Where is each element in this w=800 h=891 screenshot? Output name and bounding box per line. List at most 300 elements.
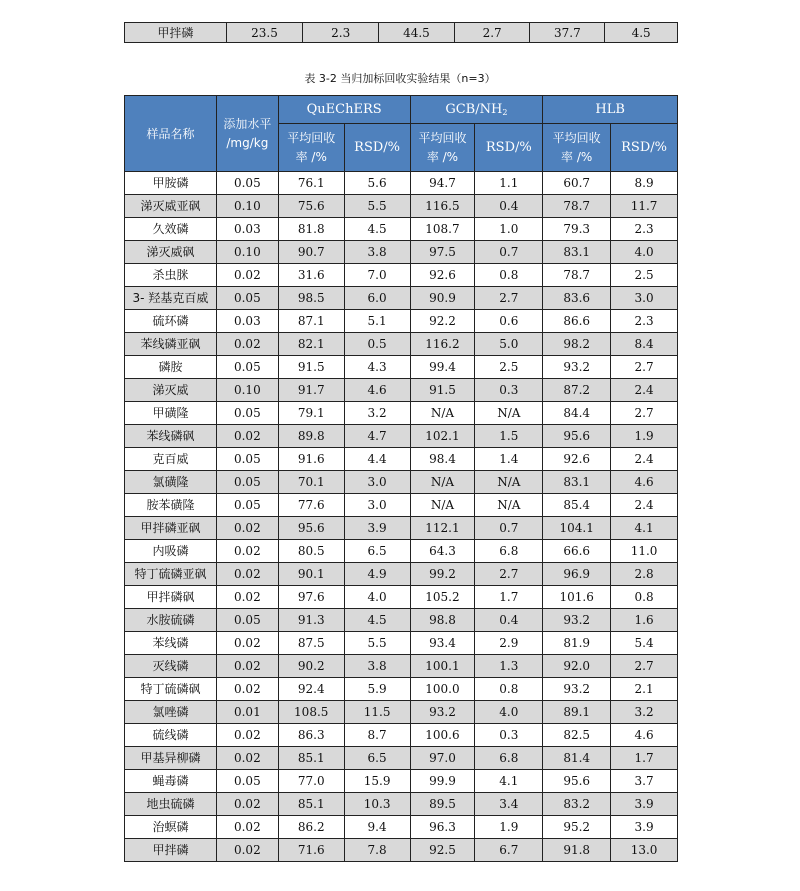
recovery-cell: 91.5	[410, 379, 475, 402]
sample-name-cell: 氯唑磷	[125, 701, 217, 724]
recovery-cell: 108.5	[278, 701, 344, 724]
table-row	[125, 241, 678, 264]
recovery-cell: 100.6	[410, 724, 475, 747]
rsd-cell: 1.3	[475, 655, 543, 678]
spike-level-cell: 0.02	[216, 678, 278, 701]
rsd-cell: 0.4	[475, 609, 543, 632]
header-rsd: RSD/%	[475, 124, 543, 172]
recovery-cell: 95.6	[543, 425, 611, 448]
recovery-cell: 86.3	[278, 724, 344, 747]
recovery-cell: 92.4	[278, 678, 344, 701]
rsd-cell: N/A	[475, 471, 543, 494]
spike-level-cell: 0.02	[216, 333, 278, 356]
recovery-cell: 87.2	[543, 379, 611, 402]
rsd-cell: 1.9	[475, 816, 543, 839]
spike-level-cell: 0.05	[216, 356, 278, 379]
value-cell: 2.7	[454, 23, 530, 43]
recovery-cell: N/A	[410, 494, 475, 517]
header-method-gcb	[410, 96, 543, 124]
recovery-cell: 79.3	[543, 218, 611, 241]
sample-name-cell: 涕灭威	[125, 379, 217, 402]
recovery-cell: 102.1	[410, 425, 475, 448]
sample-name-cell: 灭线磷	[125, 655, 217, 678]
recovery-cell: 91.5	[278, 356, 344, 379]
recovery-cell: 70.1	[278, 471, 344, 494]
rsd-cell: 2.3	[611, 218, 678, 241]
header-avg-recovery-line2: 率 /%	[561, 149, 593, 164]
value-cell: 23.5	[226, 23, 303, 43]
recovery-cell: 93.2	[410, 701, 475, 724]
rsd-cell: 3.2	[344, 402, 410, 425]
sample-name-cell: 甲拌磷	[125, 23, 227, 43]
sample-name-cell: 杀虫脒	[125, 264, 217, 287]
table-row	[125, 448, 678, 471]
rsd-cell: 7.8	[344, 839, 410, 862]
recovery-cell: 90.7	[278, 241, 344, 264]
recovery-cell: 93.2	[543, 678, 611, 701]
table-row	[125, 172, 678, 195]
recovery-cell: 91.6	[278, 448, 344, 471]
spike-level-cell: 0.02	[216, 747, 278, 770]
sample-name-cell: 涕灭威砜	[125, 241, 217, 264]
recovery-cell: 81.4	[543, 747, 611, 770]
recovery-cell: 98.4	[410, 448, 475, 471]
rsd-cell: 4.3	[344, 356, 410, 379]
rsd-cell: 2.4	[611, 379, 678, 402]
rsd-cell: 7.0	[344, 264, 410, 287]
rsd-cell: 2.5	[475, 356, 543, 379]
rsd-cell: 8.9	[611, 172, 678, 195]
rsd-cell: 0.6	[475, 310, 543, 333]
table-row	[125, 494, 678, 517]
sample-name-cell: 水胺硫磷	[125, 609, 217, 632]
rsd-cell: 4.0	[611, 241, 678, 264]
recovery-cell: 98.8	[410, 609, 475, 632]
table-caption: 表 3-2 当归加标回收实验结果（n=3）	[304, 72, 496, 85]
rsd-cell: 1.6	[611, 609, 678, 632]
rsd-cell: 6.5	[344, 747, 410, 770]
spike-level-cell: 0.03	[216, 310, 278, 333]
rsd-cell: 1.7	[611, 747, 678, 770]
rsd-cell: 4.7	[344, 425, 410, 448]
table-header	[125, 96, 678, 172]
recovery-cell: 99.4	[410, 356, 475, 379]
sample-name-cell: 甲拌磷	[125, 839, 217, 862]
spike-level-cell: 0.03	[216, 218, 278, 241]
recovery-cell: 104.1	[543, 517, 611, 540]
rsd-cell: 11.0	[611, 540, 678, 563]
sample-name-cell: 苯线磷亚砜	[125, 333, 217, 356]
rsd-cell: 6.5	[344, 540, 410, 563]
spike-level-cell: 0.05	[216, 609, 278, 632]
spike-level-cell: 0.05	[216, 172, 278, 195]
recovery-cell: 78.7	[543, 195, 611, 218]
rsd-cell: 1.4	[475, 448, 543, 471]
spike-level-cell: 0.02	[216, 425, 278, 448]
rsd-cell: 5.5	[344, 632, 410, 655]
recovery-cell: 92.6	[543, 448, 611, 471]
rsd-cell: 3.9	[344, 517, 410, 540]
sample-name-cell: 内吸磷	[125, 540, 217, 563]
header-spike-level-line2: /mg/kg	[226, 135, 269, 150]
rsd-cell: 0.8	[475, 264, 543, 287]
rsd-cell: 4.6	[611, 471, 678, 494]
rsd-cell: 4.9	[344, 563, 410, 586]
spike-level-cell: 0.05	[216, 287, 278, 310]
rsd-cell: 2.7	[611, 402, 678, 425]
rsd-cell: 3.2	[611, 701, 678, 724]
rsd-cell: 2.4	[611, 494, 678, 517]
rsd-cell: 3.8	[344, 655, 410, 678]
value-cell: 37.7	[530, 23, 605, 43]
table-row	[125, 287, 678, 310]
recovery-cell: 95.2	[543, 816, 611, 839]
rsd-cell: 5.0	[475, 333, 543, 356]
spike-level-cell: 0.05	[216, 494, 278, 517]
recovery-cell: 100.1	[410, 655, 475, 678]
recovery-cell: 31.6	[278, 264, 344, 287]
header-avg-recovery-line1: 平均回收	[418, 130, 467, 145]
rsd-cell: N/A	[475, 494, 543, 517]
table-row	[125, 218, 678, 241]
header-spike-level	[216, 96, 278, 172]
recovery-cell: 100.0	[410, 678, 475, 701]
spike-level-cell: 0.02	[216, 816, 278, 839]
table-row	[125, 379, 678, 402]
sample-name-cell: 甲胺磷	[125, 172, 217, 195]
recovery-cell: 83.1	[543, 471, 611, 494]
sample-name-cell: 磷胺	[125, 356, 217, 379]
rsd-cell: 5.4	[611, 632, 678, 655]
rsd-cell: 0.4	[475, 195, 543, 218]
table-row	[125, 655, 678, 678]
header-method-hlb: HLB	[543, 96, 678, 124]
table-row	[125, 264, 678, 287]
rsd-cell: 0.3	[475, 724, 543, 747]
rsd-cell: 5.9	[344, 678, 410, 701]
recovery-cell: 101.6	[543, 586, 611, 609]
spike-level-cell: 0.10	[216, 195, 278, 218]
recovery-cell: 82.1	[278, 333, 344, 356]
table-row	[125, 310, 678, 333]
rsd-cell: 1.7	[475, 586, 543, 609]
recovery-cell: 87.1	[278, 310, 344, 333]
header-avg-recovery-line1: 平均回收	[287, 130, 336, 145]
table-row	[125, 839, 678, 862]
rsd-cell: 0.8	[611, 586, 678, 609]
recovery-cell: 112.1	[410, 517, 475, 540]
recovery-cell: 92.2	[410, 310, 475, 333]
table-row	[125, 425, 678, 448]
value-cell: 44.5	[379, 23, 455, 43]
spike-level-cell: 0.05	[216, 471, 278, 494]
sample-name-cell: 甲磺隆	[125, 402, 217, 425]
rsd-cell: 2.7	[611, 655, 678, 678]
recovery-cell: 76.1	[278, 172, 344, 195]
sample-name-cell: 胺苯磺隆	[125, 494, 217, 517]
rsd-cell: 2.3	[611, 310, 678, 333]
sample-name-cell: 久效磷	[125, 218, 217, 241]
recovery-cell: 82.5	[543, 724, 611, 747]
table-row	[125, 540, 678, 563]
spike-level-cell: 0.02	[216, 563, 278, 586]
recovery-cell: 79.1	[278, 402, 344, 425]
table-row	[125, 471, 678, 494]
recovery-cell: 91.8	[543, 839, 611, 862]
rsd-cell: 6.7	[475, 839, 543, 862]
rsd-cell: 3.4	[475, 793, 543, 816]
rsd-cell: N/A	[475, 402, 543, 425]
recovery-cell: 89.8	[278, 425, 344, 448]
recovery-cell: 89.5	[410, 793, 475, 816]
rsd-cell: 2.9	[475, 632, 543, 655]
recovery-cell: 92.0	[543, 655, 611, 678]
header-avg-recovery	[278, 124, 344, 172]
rsd-cell: 10.3	[344, 793, 410, 816]
rsd-cell: 4.6	[344, 379, 410, 402]
recovery-cell: 90.2	[278, 655, 344, 678]
spike-level-cell: 0.02	[216, 632, 278, 655]
header-method-quechers: QuEChERS	[278, 96, 410, 124]
recovery-cell: 93.4	[410, 632, 475, 655]
recovery-cell: 83.1	[543, 241, 611, 264]
recovery-cell: 64.3	[410, 540, 475, 563]
recovery-cell: 91.7	[278, 379, 344, 402]
spike-level-cell: 0.10	[216, 379, 278, 402]
header-rsd: RSD/%	[344, 124, 410, 172]
recovery-cell: 85.1	[278, 747, 344, 770]
table-row	[125, 632, 678, 655]
table-body	[125, 172, 678, 862]
rsd-cell: 3.0	[344, 494, 410, 517]
table-row	[125, 563, 678, 586]
spike-level-cell: 0.05	[216, 402, 278, 425]
rsd-cell: 4.1	[611, 517, 678, 540]
sample-name-cell: 涕灭威亚砜	[125, 195, 217, 218]
rsd-cell: 5.5	[344, 195, 410, 218]
rsd-cell: 6.8	[475, 747, 543, 770]
recovery-cell: 81.9	[543, 632, 611, 655]
recovery-cell: 116.5	[410, 195, 475, 218]
table-row	[125, 816, 678, 839]
recovery-cell: 86.6	[543, 310, 611, 333]
rsd-cell: 5.1	[344, 310, 410, 333]
spike-level-cell: 0.02	[216, 839, 278, 862]
spike-level-cell: 0.05	[216, 448, 278, 471]
rsd-cell: 2.4	[611, 448, 678, 471]
rsd-cell: 6.0	[344, 287, 410, 310]
recovery-cell: 94.7	[410, 172, 475, 195]
recovery-cell: 85.4	[543, 494, 611, 517]
rsd-cell: 4.5	[344, 218, 410, 241]
rsd-cell: 3.8	[344, 241, 410, 264]
header-rsd: RSD/%	[611, 124, 678, 172]
header-spike-level-line1: 添加水平	[223, 116, 272, 131]
recovery-cell: 116.2	[410, 333, 475, 356]
header-method-gcb-subscript: 2	[502, 107, 508, 117]
recovery-cell: 99.9	[410, 770, 475, 793]
rsd-cell: 0.7	[475, 517, 543, 540]
recovery-cell: 95.6	[543, 770, 611, 793]
recovery-cell: N/A	[410, 471, 475, 494]
spike-level-cell: 0.02	[216, 724, 278, 747]
recovery-cell: 97.0	[410, 747, 475, 770]
table-row	[125, 770, 678, 793]
header-sample-name: 样品名称	[125, 96, 217, 172]
recovery-cell: 87.5	[278, 632, 344, 655]
sample-name-cell: 苯线磷	[125, 632, 217, 655]
spike-level-cell: 0.05	[216, 770, 278, 793]
rsd-cell: 2.1	[611, 678, 678, 701]
rsd-cell: 5.6	[344, 172, 410, 195]
table-row	[125, 195, 678, 218]
table-row	[125, 701, 678, 724]
table-row	[125, 747, 678, 770]
rsd-cell: 3.7	[611, 770, 678, 793]
recovery-cell: 92.6	[410, 264, 475, 287]
rsd-cell: 8.4	[611, 333, 678, 356]
sample-name-cell: 苯线磷砜	[125, 425, 217, 448]
rsd-cell: 3.0	[611, 287, 678, 310]
recovery-cell: 83.6	[543, 287, 611, 310]
sample-name-cell: 克百威	[125, 448, 217, 471]
rsd-cell: 1.9	[611, 425, 678, 448]
recovery-cell: 92.5	[410, 839, 475, 862]
spike-level-cell: 0.02	[216, 517, 278, 540]
table-row	[125, 517, 678, 540]
rsd-cell: 0.5	[344, 333, 410, 356]
table-row	[125, 23, 678, 43]
recovery-cell: 81.8	[278, 218, 344, 241]
rsd-cell: 0.7	[475, 241, 543, 264]
value-cell: 2.3	[303, 23, 379, 43]
spike-level-cell: 0.01	[216, 701, 278, 724]
rsd-cell: 15.9	[344, 770, 410, 793]
recovery-cell: 105.2	[410, 586, 475, 609]
recovery-cell: 77.6	[278, 494, 344, 517]
table-row	[125, 724, 678, 747]
rsd-cell: 3.0	[344, 471, 410, 494]
spike-level-cell: 0.02	[216, 793, 278, 816]
recovery-cell: 80.5	[278, 540, 344, 563]
rsd-cell: 4.0	[344, 586, 410, 609]
table-row	[125, 586, 678, 609]
recovery-cell: 89.1	[543, 701, 611, 724]
value-cell: 4.5	[605, 23, 678, 43]
recovery-cell: 96.3	[410, 816, 475, 839]
rsd-cell: 2.7	[611, 356, 678, 379]
rsd-cell: 11.7	[611, 195, 678, 218]
header-method-gcb-name: GCB/NH	[445, 101, 503, 117]
recovery-cell: 108.7	[410, 218, 475, 241]
sample-name-cell: 地虫硫磷	[125, 793, 217, 816]
recovery-cell: 77.0	[278, 770, 344, 793]
recovery-cell: 86.2	[278, 816, 344, 839]
sample-name-cell: 特丁硫磷亚砜	[125, 563, 217, 586]
recovery-cell: 96.9	[543, 563, 611, 586]
recovery-cell: 90.1	[278, 563, 344, 586]
rsd-cell: 0.3	[475, 379, 543, 402]
recovery-cell: 78.7	[543, 264, 611, 287]
rsd-cell: 2.7	[475, 287, 543, 310]
table-row	[125, 678, 678, 701]
sample-name-cell: 蝇毒磷	[125, 770, 217, 793]
rsd-cell: 4.0	[475, 701, 543, 724]
header-avg-recovery-line1: 平均回收	[552, 130, 601, 145]
recovery-cell: 98.5	[278, 287, 344, 310]
recovery-cell: 98.2	[543, 333, 611, 356]
rsd-cell: 2.5	[611, 264, 678, 287]
rsd-cell: 8.7	[344, 724, 410, 747]
header-avg-recovery-line2: 率 /%	[295, 149, 327, 164]
sample-name-cell: 甲拌磷砜	[125, 586, 217, 609]
rsd-cell: 1.5	[475, 425, 543, 448]
rsd-cell: 3.9	[611, 816, 678, 839]
rsd-cell: 9.4	[344, 816, 410, 839]
rsd-cell: 4.5	[344, 609, 410, 632]
spike-level-cell: 0.10	[216, 241, 278, 264]
recovery-cell: 99.2	[410, 563, 475, 586]
sample-name-cell: 3- 羟基克百威	[125, 287, 217, 310]
sample-name-cell: 治螟磷	[125, 816, 217, 839]
recovery-cell: 91.3	[278, 609, 344, 632]
rsd-cell: 11.5	[344, 701, 410, 724]
rsd-cell: 2.7	[475, 563, 543, 586]
continued-table-row	[124, 22, 678, 43]
sample-name-cell: 硫环磷	[125, 310, 217, 333]
header-avg-recovery	[543, 124, 611, 172]
recovery-cell: 83.2	[543, 793, 611, 816]
header-avg-recovery	[410, 124, 475, 172]
recovery-cell: 90.9	[410, 287, 475, 310]
table-row	[125, 333, 678, 356]
rsd-cell: 13.0	[611, 839, 678, 862]
spike-level-cell: 0.02	[216, 655, 278, 678]
sample-name-cell: 甲基异柳磷	[125, 747, 217, 770]
spike-level-cell: 0.02	[216, 586, 278, 609]
recovery-cell: 97.5	[410, 241, 475, 264]
spike-level-cell: 0.02	[216, 264, 278, 287]
rsd-cell: 0.8	[475, 678, 543, 701]
rsd-cell: 1.0	[475, 218, 543, 241]
sample-name-cell: 氯磺隆	[125, 471, 217, 494]
rsd-cell: 3.9	[611, 793, 678, 816]
recovery-cell: 95.6	[278, 517, 344, 540]
rsd-cell: 2.8	[611, 563, 678, 586]
sample-name-cell: 甲拌磷亚砜	[125, 517, 217, 540]
table-row	[125, 609, 678, 632]
table-row	[125, 793, 678, 816]
rsd-cell: 4.1	[475, 770, 543, 793]
recovery-cell: 93.2	[543, 356, 611, 379]
rsd-cell: 4.4	[344, 448, 410, 471]
table-row	[125, 356, 678, 379]
sample-name-cell: 硫线磷	[125, 724, 217, 747]
recovery-cell: 66.6	[543, 540, 611, 563]
recovery-cell: 71.6	[278, 839, 344, 862]
recovery-cell: 85.1	[278, 793, 344, 816]
rsd-cell: 6.8	[475, 540, 543, 563]
recovery-cell: 97.6	[278, 586, 344, 609]
recovery-cell: 60.7	[543, 172, 611, 195]
rsd-cell: 4.6	[611, 724, 678, 747]
header-avg-recovery-line2: 率 /%	[426, 149, 459, 164]
recovery-cell: 75.6	[278, 195, 344, 218]
recovery-cell: 84.4	[543, 402, 611, 425]
table-row	[125, 402, 678, 425]
recovery-table	[124, 95, 678, 862]
rsd-cell: 1.1	[475, 172, 543, 195]
